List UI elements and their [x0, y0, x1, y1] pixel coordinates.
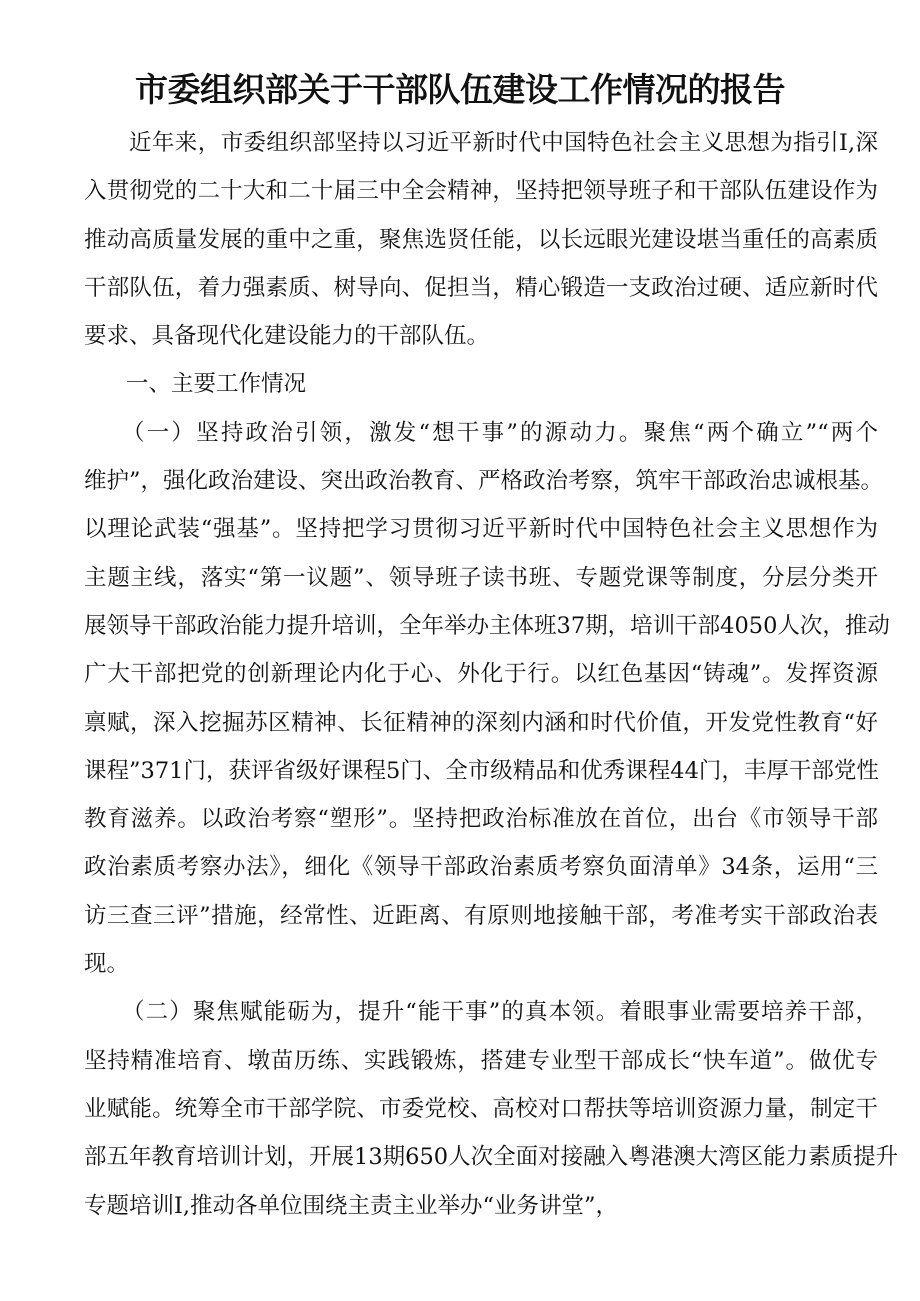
- text-line: 主题主线，落实“第一议题”、领导班子读书班、专题党课等制度，分层分类开: [84, 564, 878, 591]
- paragraph: [84, 124, 878, 365]
- text-line: 维护”，强化政治建设、突出政治教育、严格政治考察，筑牢干部政治忠诚根基。: [84, 468, 884, 495]
- text-line: 近年来，市委组织部坚持以习近平新时代中国特色社会主义思想为指引I,深: [129, 130, 878, 156]
- text-line: 教育滋养。以政治考察“塑形”。坚持把政治标准放在首位，出台《市领导干部: [84, 806, 878, 833]
- paragraph: [84, 414, 890, 994]
- text-line: 要求、具备现代化建设能力的干部队伍。: [84, 323, 490, 350]
- text-line: 展领导干部政治能力提升培训，全年举办主体班37期，培训干部4050人次，推动: [84, 612, 890, 639]
- text-line: 课程”371门，获评省级好课程5门、全市级精品和优秀课程44门，丰厚干部党性: [84, 757, 879, 784]
- section-heading: [84, 365, 878, 413]
- document-body: [84, 124, 899, 1235]
- text-line: 业赋能。统筹全市干部学院、市委党校、高校对口帮扶等培训资源力量，制定干: [84, 1095, 878, 1122]
- text-line: 访三查三评”措施，经常性、近距离、有原则地接触干部，考准考实干部政治表: [84, 902, 878, 929]
- paragraph: [84, 993, 899, 1234]
- text-line: 专题培训I,推动各单位围绕主责主业举办“业务讲堂”，: [84, 1192, 619, 1219]
- text-line: 部五年教育培训计划，开展13期650人次全面对接融入粤港澳大湾区能力素质提升: [84, 1144, 899, 1171]
- text-line: 入贯彻党的二十大和二十届三中全会精神，坚持把领导班子和干部队伍建设作为: [84, 178, 878, 205]
- text-line: 以理论武装“强基”。坚持把学习贯彻习近平新时代中国特色社会主义思想作为: [84, 516, 878, 543]
- text-line: 坚持精准培育、墩苗历练、实践锻炼，搭建专业型干部成长“快车道”。做优专: [84, 1047, 878, 1074]
- text-line: 干部队伍，着力强素质、树导向、促担当，精心锻造一支政治过硬、适应新时代: [84, 274, 878, 301]
- text-line: 政治素质考察办法》，细化《领导干部政治素质考察负面清单》34条，运用“三: [84, 854, 878, 881]
- text-line: 禀赋，深入挖掘苏区精神、长征精神的深刻内涵和时代价值，开发党性教育“好: [84, 709, 878, 736]
- text-line: 推动高质量发展的重中之重，聚焦选贤任能，以长远眼光建设堪当重任的高素质: [84, 226, 878, 253]
- document-title: 市委组织部关于干部队伍建设工作情况的报告: [135, 70, 785, 109]
- text-line: 现。: [84, 951, 130, 978]
- text-line: 广大干部把党的创新理论内化于心、外化于行。以红色基因“铸魂”。发挥资源: [84, 661, 878, 688]
- text-line: （一）坚持政治引领，激发“想干事”的源动力。聚焦“两个确立”“两个: [122, 419, 878, 446]
- text-line: 一、主要工作情况: [126, 371, 307, 398]
- text-line: （二）聚焦赋能砺为，提升“能干事”的真本领。着眼事业需要培养干部，: [122, 999, 878, 1026]
